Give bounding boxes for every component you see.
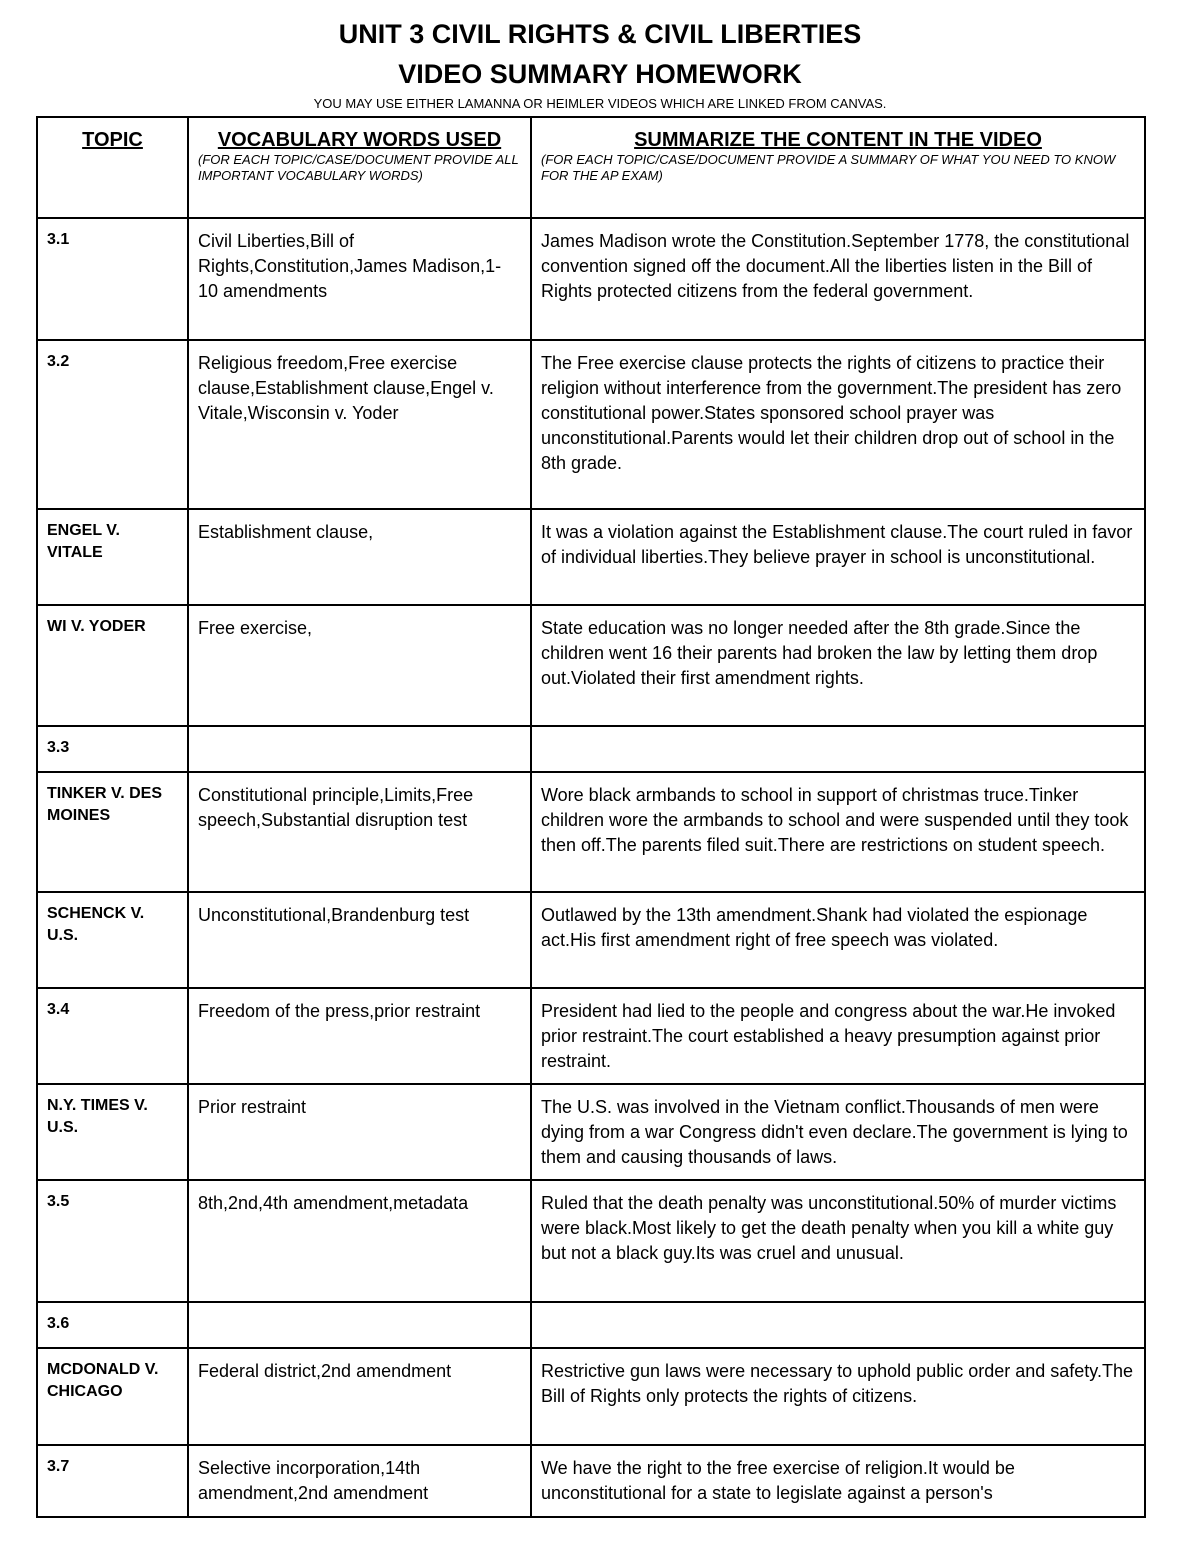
topic-cell: 3.2 [37, 340, 188, 509]
topic-cell: WI V. YODER [37, 605, 188, 726]
summary-cell[interactable]: Restrictive gun laws were necessary to uphold public order and safety.The Bill of Rights only protects the rights of citizens. [531, 1348, 1145, 1445]
topic-cell: TINKER V. DES MOINES [37, 772, 188, 892]
topic-column-title: TOPIC [82, 129, 143, 151]
table-row [37, 605, 1145, 726]
vocabulary-cell[interactable]: Selective incorporation,14th amendment,2nd amendment [188, 1445, 531, 1517]
page-title-line-2: VIDEO SUMMARY HOMEWORK [398, 59, 802, 89]
topic-cell: ENGEL V. VITALE [37, 509, 188, 605]
summary-cell[interactable]: The U.S. was involved in the Vietnam conflict.Thousands of men were dying from a war Congress didn't even declare.The government is lying to them and causing thousands of laws. [531, 1084, 1145, 1180]
vocabulary-cell[interactable]: Free exercise, [188, 605, 531, 726]
summary-column-instructions: (FOR EACH TOPIC/CASE/DOCUMENT PROVIDE A SUMMARY OF WHAT YOU NEED TO KNOW FOR THE AP EXAM) [541, 152, 1116, 183]
summary-cell[interactable]: President had lied to the people and congress about the war.He invoked prior restraint.The court established a heavy presumption against prior restraint. [531, 988, 1145, 1084]
topic-cell: 3.1 [37, 218, 188, 340]
vocabulary-cell[interactable]: Unconstitutional,Brandenburg test [188, 892, 531, 988]
page-title-line-1: UNIT 3 CIVIL RIGHTS & CIVIL LIBERTIES [338, 19, 862, 49]
table-row [37, 988, 1145, 1084]
vocabulary-cell[interactable] [188, 1302, 531, 1348]
table-row [37, 1302, 1145, 1348]
table-row [37, 726, 1145, 772]
summary-cell[interactable]: James Madison wrote the Constitution.September 1778, the constitutional convention signed off the document.All the liberties listen in the Bill of Rights protected citizens from the federal government. [531, 218, 1145, 340]
table-row [37, 1180, 1145, 1302]
vocabulary-cell[interactable]: Freedom of the press,prior restraint [188, 988, 531, 1084]
summary-cell[interactable]: Outlawed by the 13th amendment.Shank had violated the espionage act.His first amendment right of free speech was violated. [531, 892, 1145, 988]
topic-cell: 3.5 [37, 1180, 188, 1302]
table-row [37, 340, 1145, 509]
summary-cell[interactable]: Ruled that the death penalty was unconstitutional.50% of murder victims were black.Most likely to get the death penalty when you kill a white guy but not a black guy.Its was cruel and unusual. [531, 1180, 1145, 1302]
topic-cell: N.Y. TIMES V. U.S. [37, 1084, 188, 1180]
vocabulary-cell[interactable] [188, 726, 531, 772]
table-row [37, 1348, 1145, 1445]
topic-cell: 3.4 [37, 988, 188, 1084]
vocabulary-cell[interactable]: Religious freedom,Free exercise clause,Establishment clause,Engel v. Vitale,Wisconsin v. Yoder [188, 340, 531, 509]
vocabulary-cell[interactable]: Prior restraint [188, 1084, 531, 1180]
summary-cell[interactable]: The Free exercise clause protects the rights of citizens to practice their religion without interference from the government.The president has zero constitutional power.States sponsored school prayer was unconstitutional.Parents would let their children drop out of school in the 8th grade. [531, 340, 1145, 509]
topic-cell: 3.6 [37, 1302, 188, 1348]
table-row [37, 1445, 1145, 1517]
table-row [37, 892, 1145, 988]
vocabulary-cell[interactable]: Civil Liberties,Bill of Rights,Constitution,James Madison,1-10 amendments [188, 218, 531, 340]
video-summary-table [36, 116, 1146, 1518]
topic-cell: MCDONALD V. CHICAGO [37, 1348, 188, 1445]
summary-cell[interactable] [531, 1302, 1145, 1348]
summary-cell[interactable]: State education was no longer needed after the 8th grade.Since the children went 16 their parents had broken the law by letting them drop out.Violated their first amendment rights. [531, 605, 1145, 726]
topic-cell: 3.7 [37, 1445, 188, 1517]
table-row [37, 218, 1145, 340]
instructions-note: YOU MAY USE EITHER LAMANNA OR HEIMLER VIDEOS WHICH ARE LINKED FROM CANVAS. [313, 96, 887, 111]
vocabulary-cell[interactable]: Constitutional principle,Limits,Free speech,Substantial disruption test [188, 772, 531, 892]
table-header-row [37, 117, 1145, 218]
summary-cell[interactable] [531, 726, 1145, 772]
summary-column-title: SUMMARIZE THE CONTENT IN THE VIDEO [634, 129, 1042, 151]
topic-cell: SCHENCK V. U.S. [37, 892, 188, 988]
vocabulary-cell[interactable]: Federal district,2nd amendment [188, 1348, 531, 1445]
vocabulary-column-header [188, 117, 531, 218]
vocabulary-cell[interactable]: Establishment clause, [188, 509, 531, 605]
table-row [37, 1084, 1145, 1180]
vocabulary-column-instructions: (FOR EACH TOPIC/CASE/DOCUMENT PROVIDE ALL IMPORTANT VOCABULARY WORDS) [198, 152, 519, 183]
summary-cell[interactable]: It was a violation against the Establishment clause.The court ruled in favor of individual liberties.They believe prayer in school is unconstitutional. [531, 509, 1145, 605]
table-row [37, 509, 1145, 605]
summary-column-header [531, 117, 1145, 218]
summary-cell[interactable]: Wore black armbands to school in support of christmas truce.Tinker children wore the armbands to school and were suspended until they took then off.The parents filed suit.There are restrictions on student speech. [531, 772, 1145, 892]
table-row [37, 772, 1145, 892]
topic-cell: 3.3 [37, 726, 188, 772]
vocabulary-column-title: VOCABULARY WORDS USED [217, 129, 502, 151]
summary-cell[interactable]: We have the right to the free exercise of religion.It would be unconstitutional for a state to legislate against a person's [531, 1445, 1145, 1517]
vocabulary-cell[interactable]: 8th,2nd,4th amendment,metadata [188, 1180, 531, 1302]
topic-column-header [37, 117, 188, 218]
